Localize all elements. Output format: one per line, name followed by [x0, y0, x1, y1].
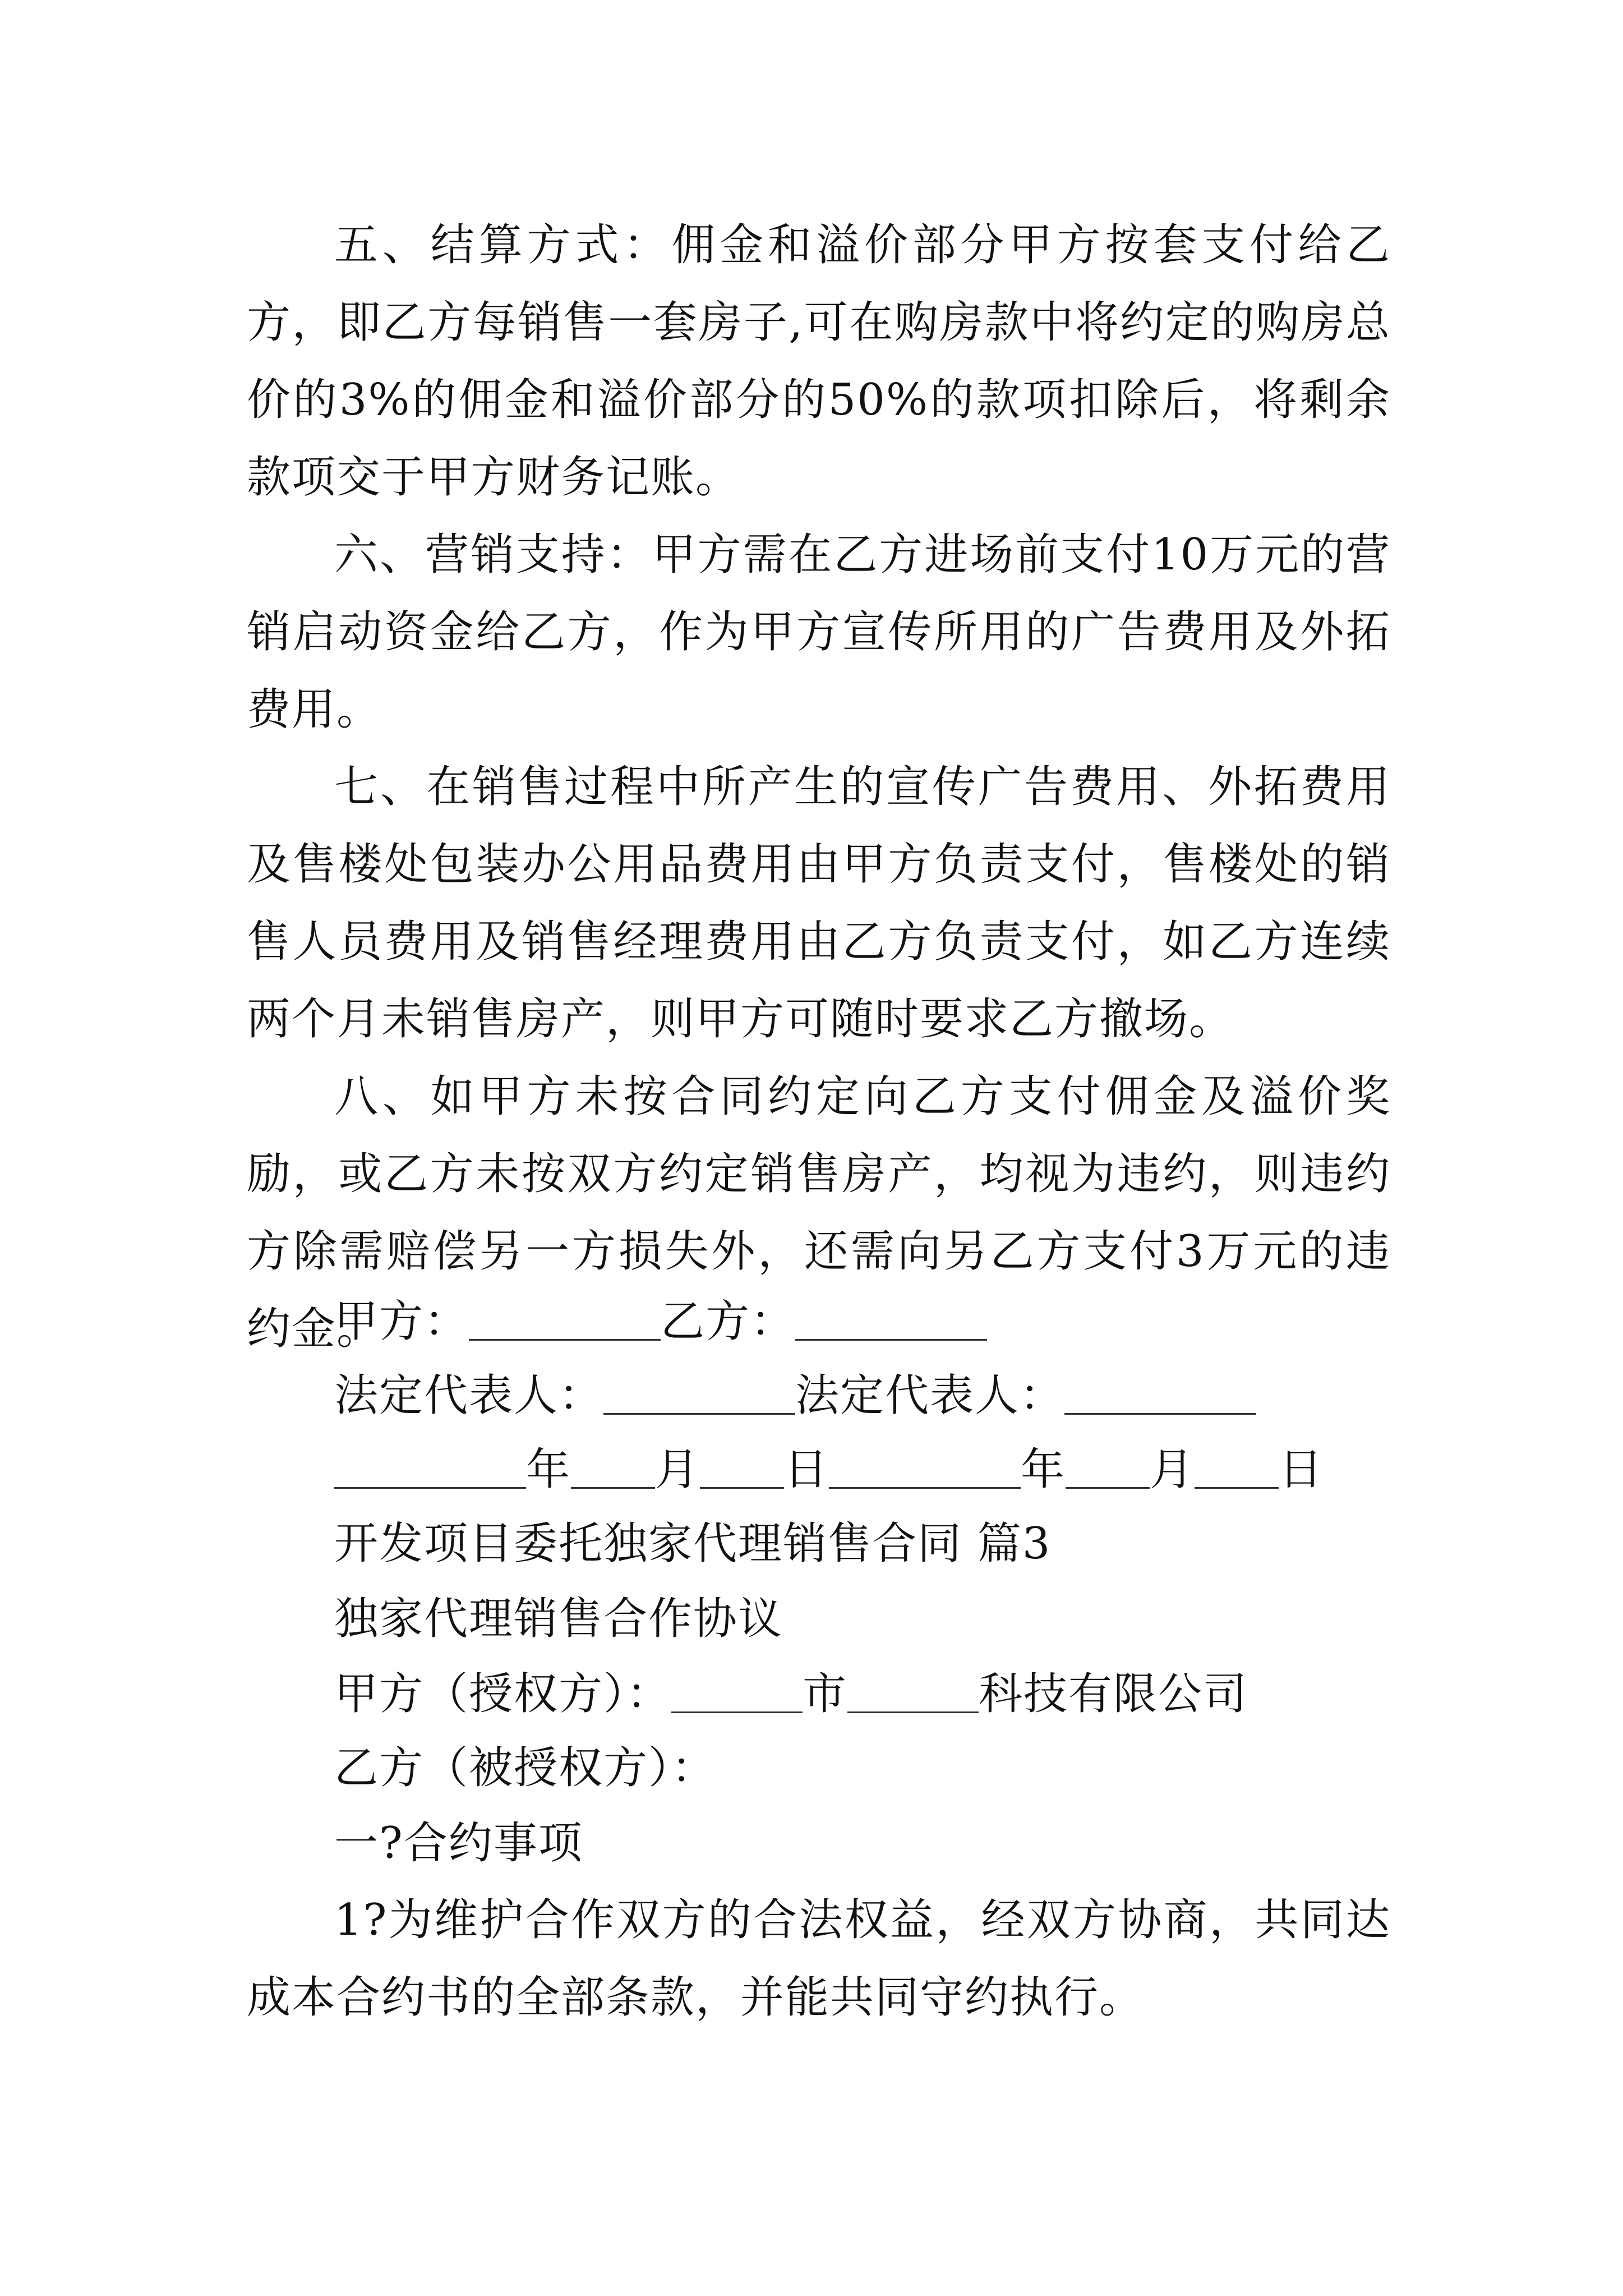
party-a-authorizer-line	[334, 1666, 1400, 1722]
clause-six: 六、营销支持：甲方需在乙方进场前支付10万元的营销启动资金给乙方，作为甲方宣传所用的广告费用及外拓费用。	[247, 530, 1391, 735]
clause-five: 五、结算方式：佣金和溢价部分甲方按套支付给乙方，即乙方每销售一套房子,可在购房款中将约定的购房总价的3%的佣金和溢价部分的50%的款项扣除后，将剩余款项交于甲方财务记账。	[247, 220, 1391, 503]
clause-eight: 八、如甲方未按合同约定向乙方支付佣金及溢价奖励，或乙方未按双方约定销售房产，均视为违约，则违约方除需赔偿另一方损失外，还需向另乙方支付3万元的违约金。	[247, 1071, 1391, 1354]
item-heading: 一?合约事项	[334, 1818, 583, 1869]
city-label: 市	[803, 1669, 848, 1719]
item-1: 1?为维护合作双方的合法权益，经双方协商，共同达成本合约书的全部条款，并能共同守约执行。	[247, 1895, 1391, 2023]
party-b-label: 乙方：	[661, 1296, 796, 1347]
party-a-label: 甲方：	[334, 1296, 469, 1347]
party-a-blank	[469, 1295, 661, 1341]
clause-seven: 七、在销售过程中所产生的宣传广告费用、外拓费用及售楼处包装办公用品费用由甲方负责支付，售楼处的销售人员费用及销售经理费用由乙方负责支付，如乙方连续两个月未销售房产，则甲方可随时要求乙方撤场。	[247, 762, 1391, 1045]
agreement-title: 独家代理销售合作协议	[334, 1594, 783, 1644]
date-b-day-label: 日	[1279, 1444, 1324, 1495]
city-blank	[671, 1668, 803, 1713]
signature-legal-rep-line	[334, 1368, 1400, 1424]
legal-rep-b-blank	[1064, 1369, 1256, 1415]
signature-parties-line	[334, 1294, 1400, 1350]
company-name-blank	[847, 1668, 979, 1713]
date-a-month-label: 月	[655, 1444, 700, 1495]
party-a-authorizer-prefix: 甲方（授权方）：	[334, 1669, 672, 1719]
company-suffix: 科技有限公司	[979, 1669, 1248, 1719]
party-b-authorized-line: 乙方（被授权方）：	[334, 1743, 717, 1793]
section3-heading: 开发项目委托独家代理销售合同 篇3	[334, 1519, 1052, 1569]
date-a-day-blank	[700, 1443, 784, 1489]
legal-rep-b-label: 法定代表人：	[795, 1370, 1065, 1421]
date-a-year-label: 年	[526, 1444, 571, 1495]
date-a-month-blank	[571, 1443, 655, 1489]
party-b-blank	[795, 1295, 987, 1341]
date-b-year-label: 年	[1021, 1444, 1066, 1495]
date-a-day-label: 日	[784, 1444, 829, 1495]
date-b-month-blank	[1066, 1443, 1150, 1489]
date-b-month-label: 月	[1150, 1444, 1195, 1495]
legal-rep-a-label: 法定代表人：	[334, 1370, 604, 1421]
date-b-year-blank	[829, 1443, 1021, 1489]
signature-date-line	[334, 1442, 1400, 1498]
date-b-day-blank	[1195, 1443, 1279, 1489]
legal-rep-a-blank	[603, 1369, 795, 1415]
date-a-year-blank	[334, 1443, 526, 1489]
